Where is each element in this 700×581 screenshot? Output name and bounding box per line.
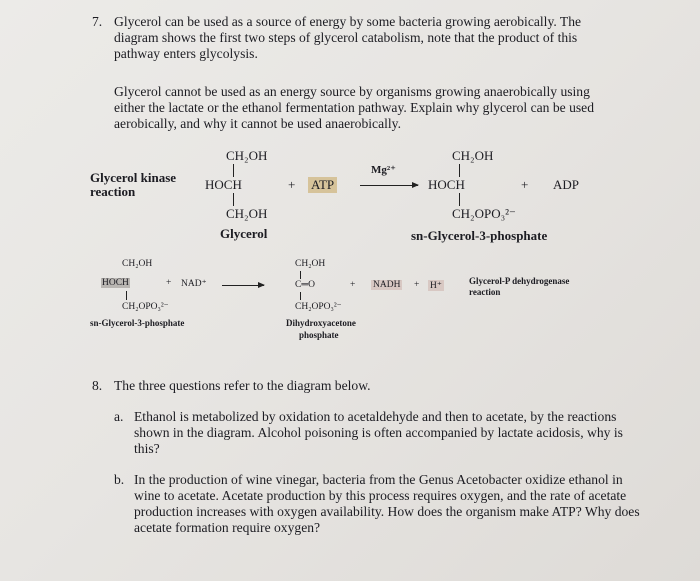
- proton-label: H⁺: [430, 281, 442, 291]
- bond-line: [300, 292, 301, 300]
- g3p-middle-group: HOCH: [428, 177, 465, 192]
- question-7-intro: Glycerol can be used as a source of energy by some bacteria growing aerobically. The diagram shows the first two steps of glycerol catabolism, note that the product of this pathway enters glycolysis.: [114, 14, 582, 61]
- adp-label: ADP: [553, 177, 580, 192]
- dhap-bottom-group: CH₂OPO₃²⁻: [295, 302, 342, 312]
- bond-line: [126, 291, 127, 300]
- reaction-arrow: [360, 185, 418, 186]
- nad-label: NAD⁺: [181, 279, 207, 289]
- g3p-top-group-2: CH₂OH: [122, 259, 153, 269]
- bond-line: [459, 164, 460, 177]
- dhap-name-line1: Dihydroxyacetone: [286, 318, 356, 328]
- g3p-name: sn-Glycerol-3-phosphate: [411, 228, 548, 243]
- atp-highlight: ATP: [308, 177, 337, 193]
- question-7-number: 7.: [92, 14, 103, 29]
- reaction-arrow: [222, 285, 264, 286]
- question-8b-label: b.: [114, 472, 125, 487]
- glycerol-name: Glycerol: [220, 226, 268, 241]
- bond-line: [300, 271, 301, 279]
- g3p-name-2: sn-Glycerol-3-phosphate: [90, 318, 185, 328]
- plus-sign: +: [166, 278, 172, 288]
- reaction2-label-line1: Glycerol-P dehydrogenase: [469, 276, 570, 286]
- plus-sign: +: [414, 280, 420, 290]
- g3p-top-group: CH₂OH: [452, 148, 494, 163]
- g3p-bottom-group: CH₂OPO₃²⁻: [452, 206, 516, 221]
- plus-sign: +: [288, 177, 296, 192]
- reaction1-label-line2: reaction: [90, 184, 136, 199]
- bond-line: [233, 193, 234, 206]
- question-8-intro: The three questions refer to the diagram below.: [114, 378, 371, 393]
- question-8a-text: Ethanol is metabolized by oxidation to acetaldehyde and then to acetate, by the reactions shown in the diagram. Alcohol poisoning is often accompanied by lactate acidosis, why is this?: [134, 409, 623, 456]
- dhap-name-line2: phosphate: [299, 330, 339, 340]
- reaction1-label-line1: Glycerol kinase: [90, 170, 177, 185]
- plus-sign: +: [350, 280, 356, 290]
- bond-line: [233, 164, 234, 177]
- g3p-middle-group-2: HOCH: [102, 278, 129, 288]
- question-8b-text: In the production of wine vinegar, bacteria from the Genus Acetobacter oxidize ethanol in wine to acetate. Acetate production by this process requires oxygen, and the rate of acetate production increases with oxygen availability. How does the organism make ATP? Why does acetate formation require oxygen?: [134, 472, 640, 535]
- bond-line: [459, 193, 460, 206]
- nadh-label: NADH: [373, 280, 401, 290]
- plus-sign: +: [521, 177, 529, 192]
- dhap-middle-group: C═O: [295, 280, 315, 290]
- glycerol-middle-group: HOCH: [205, 177, 242, 192]
- question-8a-label: a.: [114, 409, 124, 424]
- glycerol-bottom-group: CH₂OH: [226, 206, 268, 221]
- dhap-top-group: CH₂OH: [295, 259, 326, 269]
- glycerol-top-group: CH₂OH: [226, 148, 268, 163]
- question-7-prompt: Glycerol cannot be used as an energy source by organisms growing anaerobically using either the lactate or the ethanol fermentation pathway. Explain why glycerol can be used aerobically, and why it cannot be used anaerobically.: [114, 84, 594, 131]
- reaction2-label-line2: reaction: [469, 287, 501, 297]
- g3p-bottom-group-2: CH₂OPO₃²⁻: [122, 302, 169, 312]
- question-8-number: 8.: [92, 378, 103, 393]
- magnesium-catalyst: Mg²⁺: [371, 164, 396, 176]
